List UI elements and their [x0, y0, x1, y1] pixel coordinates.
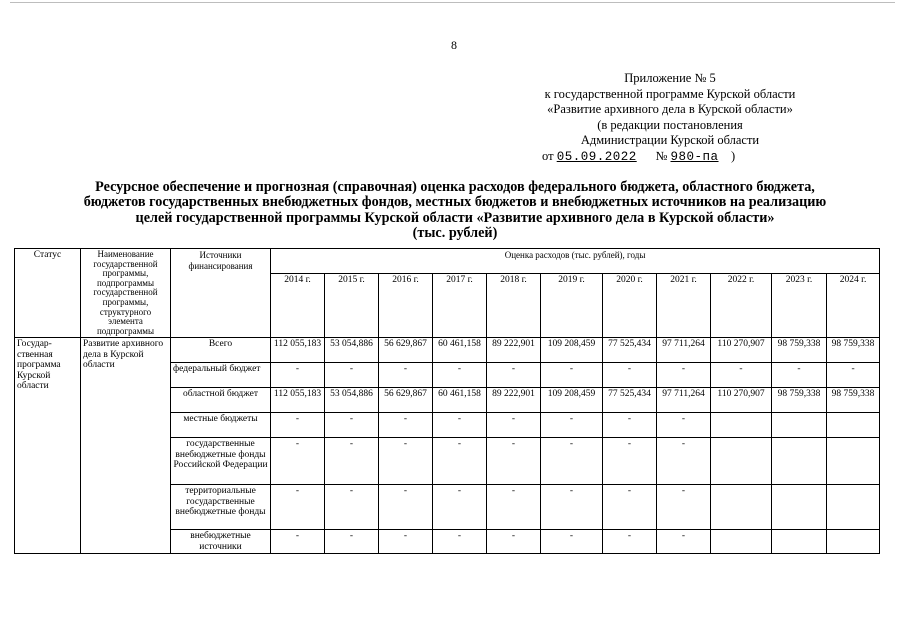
value-cell: -	[603, 363, 657, 388]
appendix-line: «Развитие архивного дела в Курской области»	[547, 102, 793, 117]
appendix-line: к государственной программе Курской области	[544, 86, 796, 101]
title-line: бюджетов государственных внебюджетных фондов, местных бюджетов и внебюджетных источников на реализацию	[83, 194, 827, 211]
header-estimate: Оценка расходов (тыс. рублей), годы	[271, 249, 880, 274]
value-cell: 53 054,886	[325, 338, 379, 363]
value-cell: -	[772, 363, 827, 388]
value-cell: -	[487, 438, 541, 485]
appendix-line: Администрации Курской области	[580, 133, 760, 148]
appendix-block	[490, 71, 850, 166]
header-status: Статус	[15, 249, 81, 338]
year-header: 2018 г.	[487, 274, 541, 338]
header-funding-source: Источники финансирования	[171, 249, 271, 338]
value-cell: -	[379, 438, 433, 485]
value-cell	[772, 485, 827, 530]
title-units: (тыс. рублей)	[412, 225, 498, 242]
value-cell: -	[541, 413, 603, 438]
value-cell	[711, 438, 772, 485]
value-cell	[827, 530, 880, 554]
year-header: 2023 г.	[772, 274, 827, 338]
value-cell: -	[433, 485, 487, 530]
value-cell: -	[271, 530, 325, 554]
value-cell: 97 711,264	[657, 388, 711, 413]
value-cell: -	[603, 530, 657, 554]
value-cell: 56 629,867	[379, 338, 433, 363]
value-cell: 112 055,183	[271, 388, 325, 413]
table-row	[15, 338, 880, 363]
value-cell: -	[657, 485, 711, 530]
value-cell: -	[487, 363, 541, 388]
value-cell: -	[379, 485, 433, 530]
value-cell: 53 054,886	[325, 388, 379, 413]
value-cell: -	[271, 485, 325, 530]
page-number: 8	[451, 38, 457, 52]
value-cell: 98 759,338	[772, 388, 827, 413]
value-cell: -	[827, 363, 880, 388]
value-cell: -	[433, 530, 487, 554]
value-cell: 110 270,907	[711, 388, 772, 413]
value-cell: -	[603, 413, 657, 438]
top-border-line	[10, 2, 895, 3]
value-cell: -	[603, 438, 657, 485]
value-cell: -	[325, 530, 379, 554]
year-header: 2019 г.	[541, 274, 603, 338]
value-cell: -	[541, 530, 603, 554]
value-cell: -	[603, 485, 657, 530]
value-cell: 98 759,338	[827, 338, 880, 363]
value-cell: 89 222,901	[487, 338, 541, 363]
year-header: 2020 г.	[603, 274, 657, 338]
source-cell: территориальные государственные внебюджетные фонды	[171, 485, 271, 530]
source-cell: областной бюджет	[171, 388, 271, 413]
value-cell: -	[379, 530, 433, 554]
value-cell: -	[657, 413, 711, 438]
source-cell: государственные внебюджетные фонды Российской Федерации	[171, 438, 271, 485]
value-cell: -	[711, 363, 772, 388]
value-cell: -	[325, 485, 379, 530]
value-cell: -	[325, 363, 379, 388]
source-cell: внебюджетные источники	[171, 530, 271, 554]
value-cell: -	[325, 413, 379, 438]
source-cell: местные бюджеты	[171, 413, 271, 438]
value-cell: 60 461,158	[433, 338, 487, 363]
value-cell: -	[271, 413, 325, 438]
value-cell	[711, 485, 772, 530]
budget-table	[14, 248, 880, 554]
value-cell: -	[541, 485, 603, 530]
title-line: Ресурсное обеспечение и прогнозная (справочная) оценка расходов федерального бюджета, областного бюджета,	[95, 179, 815, 195]
value-cell: -	[487, 485, 541, 530]
value-cell: -	[271, 438, 325, 485]
value-cell	[827, 438, 880, 485]
value-cell: 77 525,434	[603, 388, 657, 413]
value-cell: -	[657, 530, 711, 554]
value-cell: -	[487, 530, 541, 554]
value-cell: 109 208,459	[541, 388, 603, 413]
value-cell	[711, 413, 772, 438]
year-header: 2024 г.	[827, 274, 880, 338]
value-cell: 77 525,434	[603, 338, 657, 363]
value-cell: 109 208,459	[541, 338, 603, 363]
header-row	[15, 249, 880, 274]
source-cell: Всего	[171, 338, 271, 363]
value-cell	[772, 438, 827, 485]
program-name-cell: Развитие архивного дела в Курской области	[81, 338, 171, 554]
year-header: 2015 г.	[325, 274, 379, 338]
number-prefix: №	[655, 148, 668, 163]
value-cell: -	[433, 363, 487, 388]
value-cell: 89 222,901	[487, 388, 541, 413]
value-cell: 112 055,183	[271, 338, 325, 363]
value-cell: -	[271, 363, 325, 388]
value-cell: -	[433, 438, 487, 485]
appendix-line: (в редакции постановления	[597, 117, 743, 132]
document-title	[40, 180, 870, 242]
appendix-date-line	[490, 149, 850, 166]
value-cell: -	[487, 413, 541, 438]
value-cell: 56 629,867	[379, 388, 433, 413]
year-header: 2022 г.	[711, 274, 772, 338]
source-cell: федеральный бюджет	[171, 363, 271, 388]
value-cell: -	[325, 438, 379, 485]
value-cell	[827, 413, 880, 438]
date-prefix: от	[542, 148, 554, 163]
year-header: 2014 г.	[271, 274, 325, 338]
value-cell: 97 711,264	[657, 338, 711, 363]
year-header: 2017 г.	[433, 274, 487, 338]
value-cell	[772, 413, 827, 438]
value-cell: -	[541, 438, 603, 485]
value-cell: -	[433, 413, 487, 438]
year-header: 2021 г.	[657, 274, 711, 338]
title-line: целей государственной программы Курской области «Развитие архивного дела в Курской области»	[135, 209, 775, 226]
value-cell	[711, 530, 772, 554]
value-cell	[772, 530, 827, 554]
value-cell: -	[379, 363, 433, 388]
value-cell: -	[541, 363, 603, 388]
value-cell: 110 270,907	[711, 338, 772, 363]
value-cell: 98 759,338	[772, 338, 827, 363]
value-cell: 98 759,338	[827, 388, 880, 413]
value-cell: -	[657, 438, 711, 485]
value-cell	[827, 485, 880, 530]
close-paren: )	[731, 148, 736, 163]
header-program-name: Наименование государственной программы, подпрограммы государственной программы, структурного элемента подпрограммы	[81, 249, 171, 338]
year-header: 2016 г.	[379, 274, 433, 338]
value-cell: -	[379, 413, 433, 438]
appendix-line: Приложение № 5	[624, 71, 716, 85]
value-cell: -	[657, 363, 711, 388]
decree-number: 980-па	[670, 149, 719, 164]
status-cell: Государ-ственная программа Курской области	[15, 338, 81, 554]
decree-date: 05.09.2022	[556, 149, 637, 164]
value-cell: 60 461,158	[433, 388, 487, 413]
